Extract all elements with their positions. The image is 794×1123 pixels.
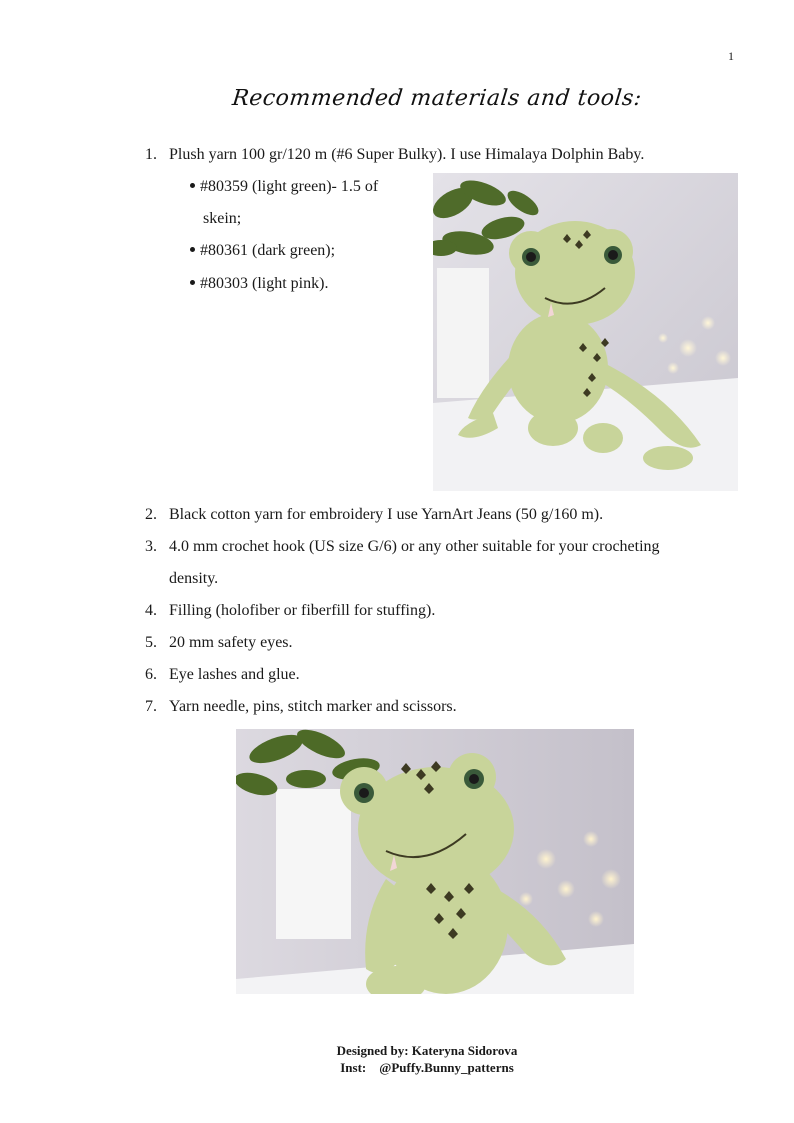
list-item-number: 7.: [145, 698, 157, 715]
list-item-text: Eye lashes and glue.: [169, 666, 300, 683]
color-item: [190, 171, 378, 203]
list-item-number: 6.: [145, 666, 157, 683]
color-item-continuation: skein;: [203, 210, 242, 227]
list-item-continuation: density.: [169, 570, 219, 587]
list-item-text: Filling (holofiber or fiberfill for stuffing).: [169, 602, 436, 619]
bullet-icon: [190, 280, 195, 285]
color-item-text: #80361 (dark green);: [200, 242, 336, 259]
list-item-number: 1.: [145, 146, 157, 163]
list-item-number: 4.: [145, 602, 157, 619]
list-item-number: 2.: [145, 506, 157, 523]
bullet-icon: [190, 247, 195, 252]
frog-photo: [433, 173, 738, 491]
color-item: [190, 268, 328, 300]
list-item-number: 3.: [145, 538, 157, 555]
list-item-text: 4.0 mm crochet hook (US size G/6) or any other suitable for your crocheting: [169, 538, 660, 555]
list-item-text: Black cotton yarn for embroidery I use YarnArt Jeans (50 g/160 m).: [169, 506, 604, 523]
page-title: Recommended materials and tools:: [230, 86, 644, 111]
list-item-number: 5.: [145, 634, 157, 651]
color-item: [190, 235, 335, 267]
frog-closeup-photo: [236, 729, 634, 994]
bullet-icon: [190, 183, 195, 188]
color-item-text: #80303 (light pink).: [200, 275, 329, 292]
color-item-text: #80359 (light green)- 1.5 of: [200, 178, 379, 195]
footer-instagram: Inst: @Puffy.Bunny_patterns: [340, 1060, 514, 1075]
footer-designer: Designed by: Kateryna Sidorova: [336, 1043, 518, 1058]
list-item-text: Plush yarn 100 gr/120 m (#6 Super Bulky). I use Himalaya Dolphin Baby.: [169, 146, 645, 163]
list-item-text: 20 mm safety eyes.: [169, 634, 293, 651]
page-number: 1: [728, 49, 734, 63]
list-item-text: Yarn needle, pins, stitch marker and scissors.: [169, 698, 457, 715]
